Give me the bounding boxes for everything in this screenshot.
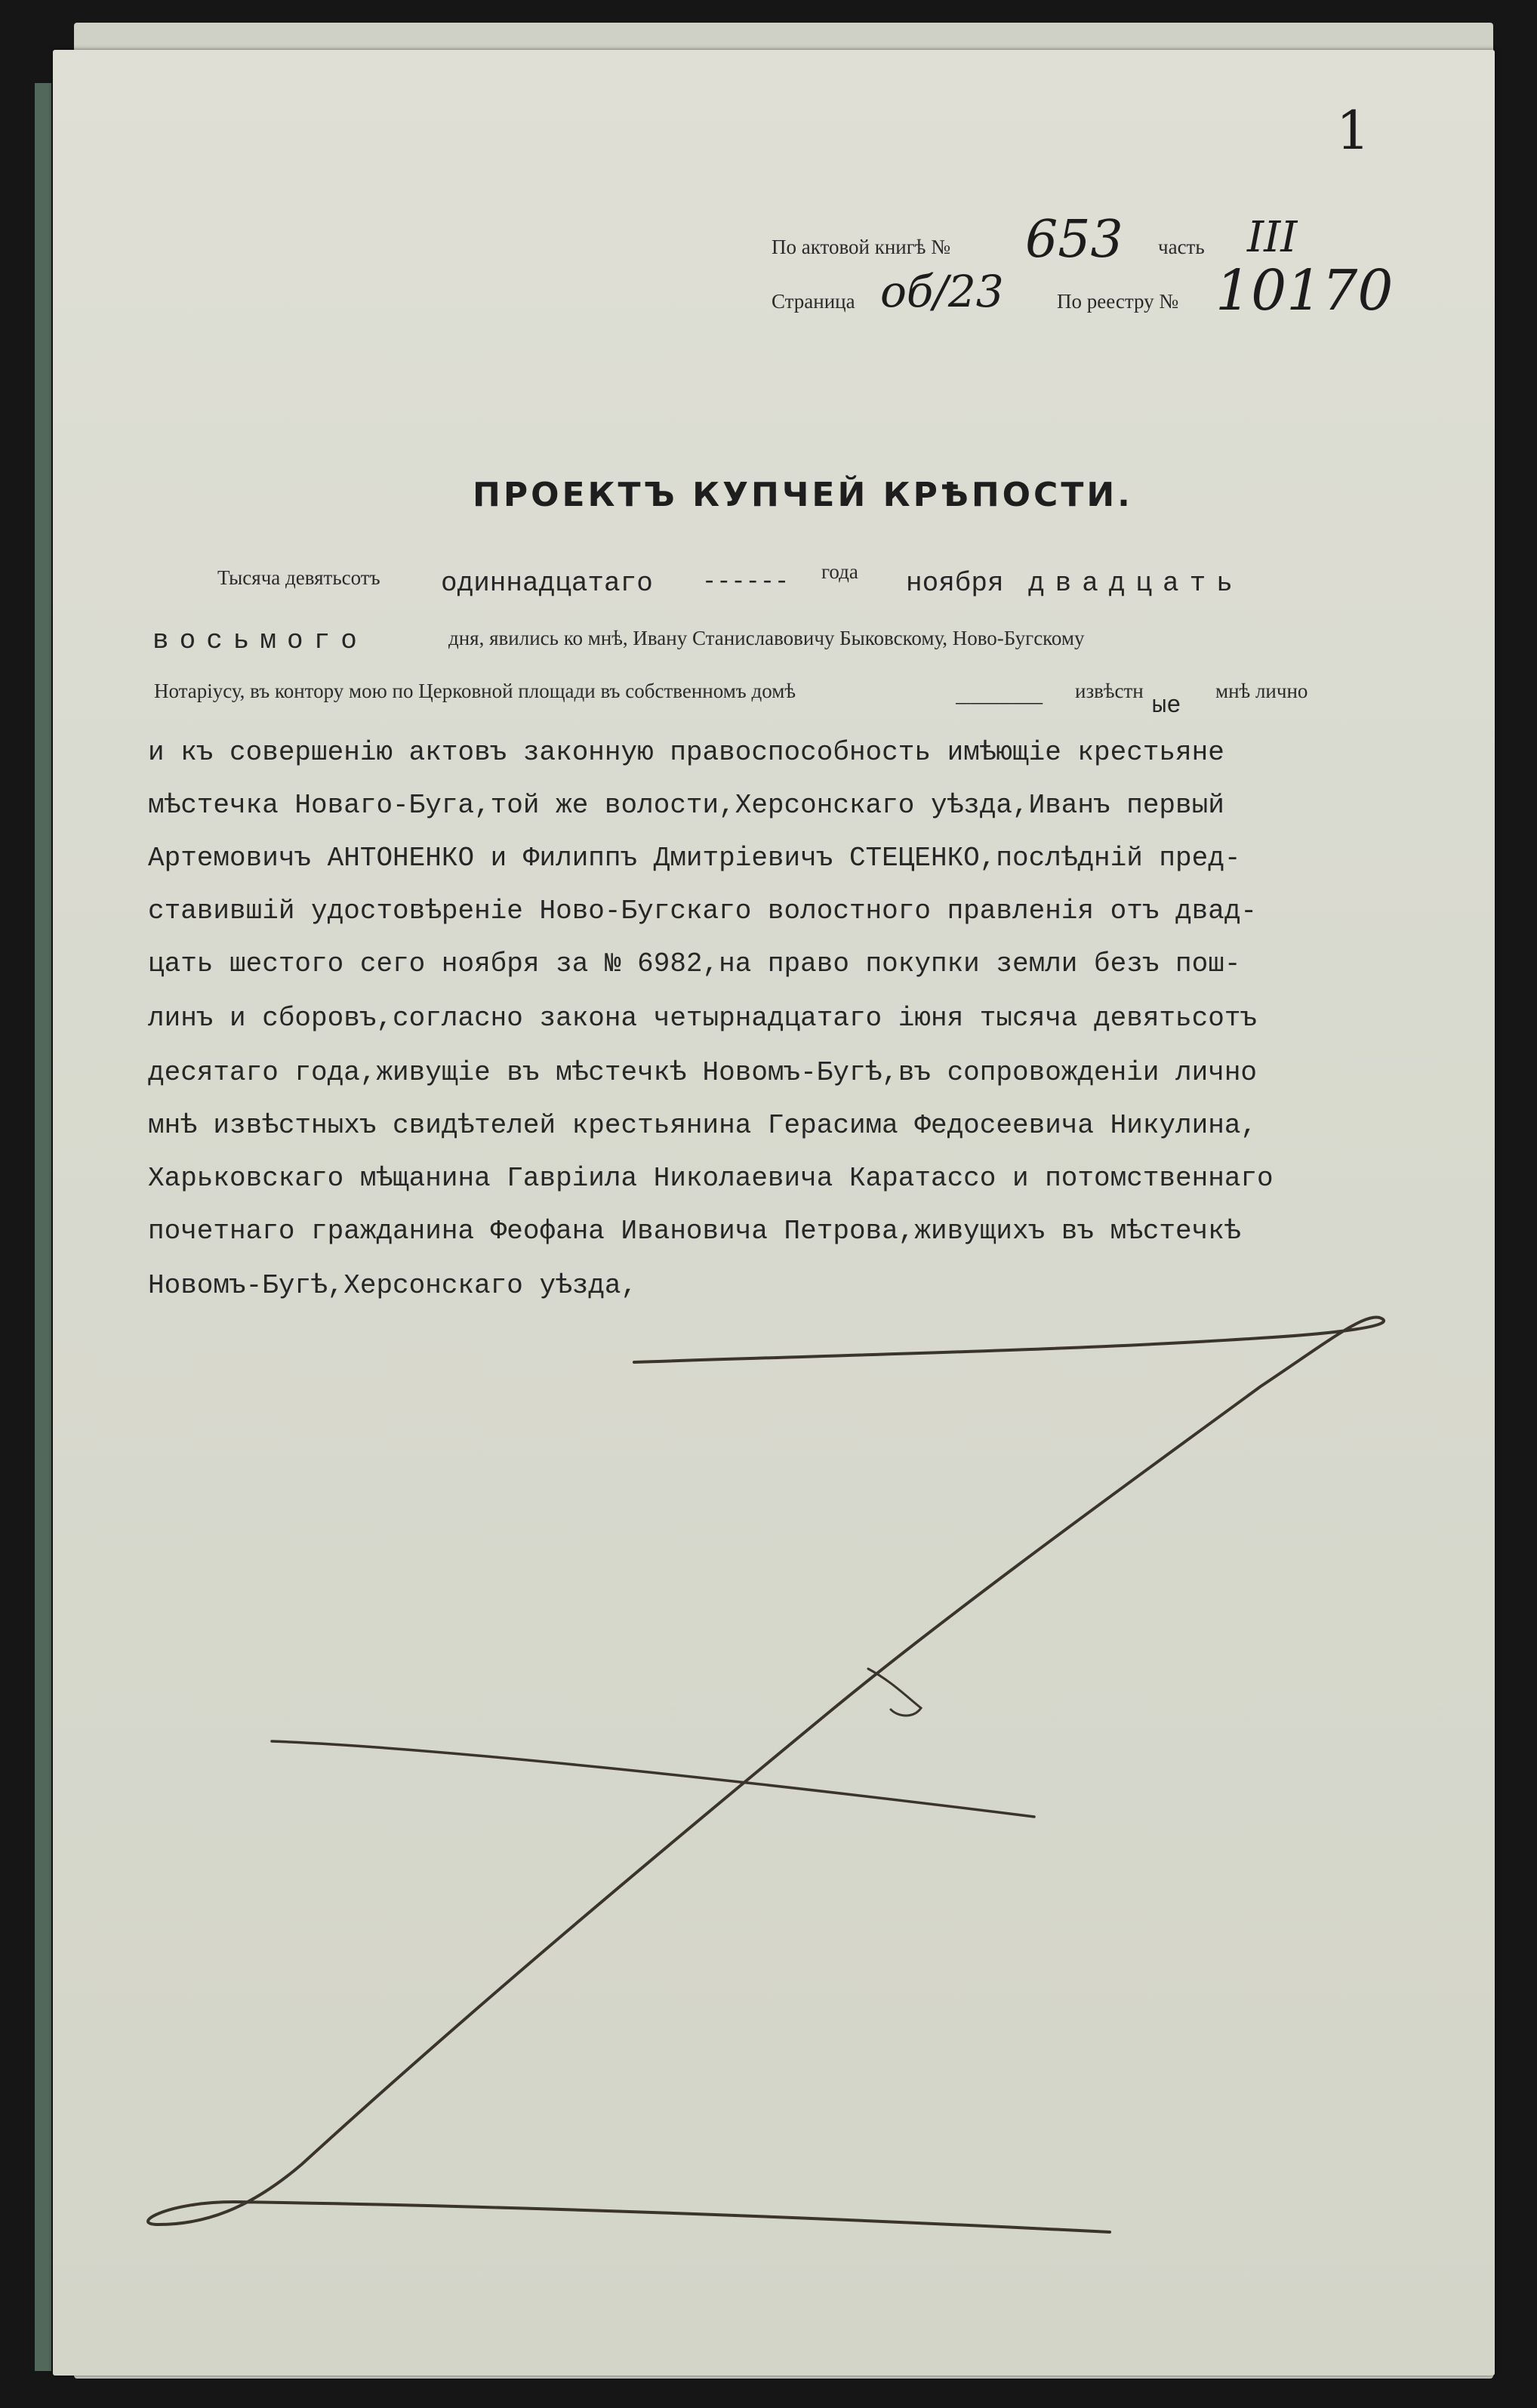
typed-line: Артемовичъ АНТОНЕНКО и Филиппъ Дмитріевичъ СТЕЦЕНКО,послѣдній пред- [148,843,1241,874]
typed-line: и къ совершенію актовъ законную правоспособность имѣющіе крестьяне [148,737,1224,768]
registry-number: 10170 [1215,258,1394,323]
typed-line: цать шестого сего ноября за № 6982,на право покупки земли безъ пош- [148,948,1241,979]
page-label: Страница [772,290,855,313]
typed-line: Харьковскаго мѣщанина Гавріила Николаевича Каратассо и потомственнаго [148,1163,1274,1194]
typed-line: Новомъ-Бугѣ,Херсонскаго уѣзда, [148,1270,638,1301]
blank-field: ------ [702,568,790,596]
book-label: По актовой книгѣ № [772,236,950,258]
registry-label: По реестру № [1057,290,1179,313]
printed-text: мнѣ лично [1215,680,1308,702]
typed-line: ставившій удостовѣреніе Ново-Бугскаго волостного правленія отъ двад- [148,896,1258,927]
typed-line: почетнаго гражданина Феофана Ивановича Петрова,живущихъ въ мѣстечкѣ [148,1216,1241,1247]
part-label: часть [1158,236,1205,258]
typed-text: восьмого [152,625,368,656]
document-title: ПРОЕКТЪ КУПЧЕЙ КРѢПОСТИ. [473,476,1133,514]
printed-text: дня, явились ко мнѣ, Ивану Станиславовичу Быковскому, Ново-Бугскому [448,627,1085,649]
typed-line: десятаго года,живущіе въ мѣстечкѣ Новомъ-Бугѣ,въ сопровожденіи лично [148,1057,1258,1088]
printed-text: извѣстн [1075,680,1144,702]
printed-text: Нотаріусу, въ контору мою по Церковной площади въ собственномъ домѣ [154,680,796,702]
typed-line: мѣстечка Новаго-Буга,той же волости,Херсонскаго уѣзда,Иванъ первый [148,790,1224,821]
document-page [53,50,1495,2376]
cancellation-z-mark [53,50,1495,2376]
printed-text: года [821,560,858,583]
printed-text: Тысяча девятьсотъ [217,566,380,589]
part-number: III [1247,213,1298,262]
typed-text: двадцать [1028,568,1243,599]
page-value: об/23 [880,266,1004,317]
folder-cover-edge [35,83,51,2371]
typed-suffix: ые [1152,692,1181,720]
typed-line: мнѣ извѣстныхъ свидѣтелей крестьянина Герасима Федосеевича Никулина, [148,1110,1258,1141]
book-number: 653 [1025,210,1123,270]
typed-line: линъ и сборовъ,согласно закона четырнадцатаго іюня тысяча девятьсотъ [148,1003,1258,1034]
blank-field: ______ [956,681,1043,709]
corner-mark: 1 [1336,100,1370,162]
typed-text: одиннадцатаго [441,568,653,599]
typed-text: ноября [906,568,1004,599]
